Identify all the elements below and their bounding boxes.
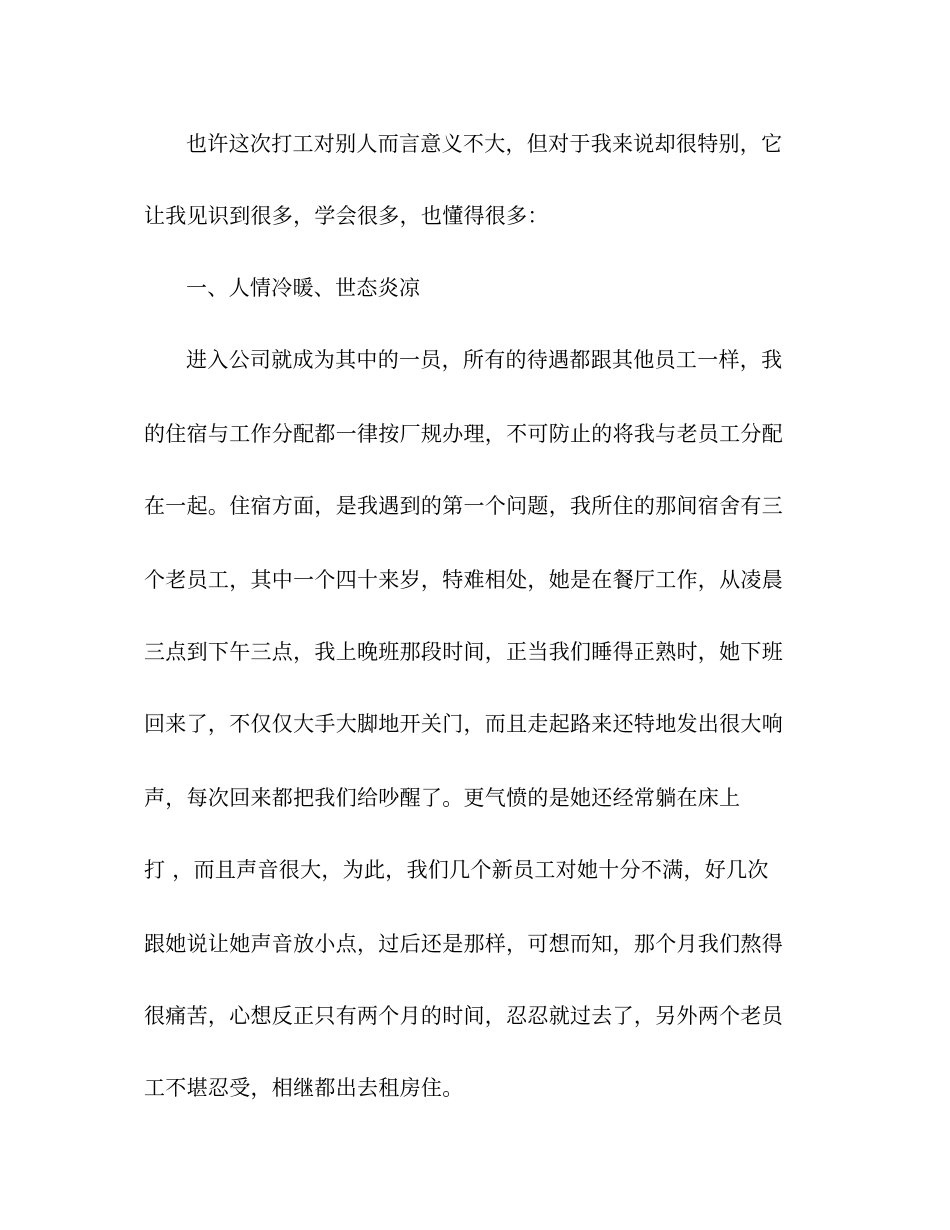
paragraph-2-line-1: 进入公司就成为其中的一员，所有的待遇都跟其他员工一样，我 bbox=[186, 348, 783, 372]
paragraph-2-line-11: 工不堪忍受，相继都出去租房住。 bbox=[144, 1076, 464, 1100]
paragraph-2-line-8: 打 ，而且声音很大，为此，我们几个新员工对她十分不满，好几次 bbox=[144, 858, 769, 882]
paragraph-2-line-4: 个老员工，其中一个四十来岁，特难相处，她是在餐厅工作，从凌晨 bbox=[144, 568, 783, 592]
paragraph-2-line-2: 的住宿与工作分配都一律按厂规办理，不可防止的将我与老员工分配 bbox=[144, 422, 783, 446]
paragraph-1-line-2: 让我见识到很多，学会很多，也懂得很多： bbox=[144, 204, 549, 228]
paragraph-1-line-1: 也许这次打工对别人而言意义不大，但对于我来说却很特别，它 bbox=[186, 132, 783, 156]
paragraph-2-line-6: 回来了，不仅仅大手大脚地开关门，而且走起路来还特地发出很大响 bbox=[144, 712, 783, 736]
paragraph-2-line-10: 很痛苦，心想反正只有两个月的时间，忍忍就过去了，另外两个老员 bbox=[144, 1004, 783, 1028]
paragraph-2-line-5: 三点到下午三点，我上晚班那段时间，正当我们睡得正熟时，她下班 bbox=[144, 640, 783, 664]
paragraph-2-line-7: 声，每次回来都把我们给吵醒了。更气愤的是她还经常躺在床上 bbox=[144, 786, 741, 810]
section-heading: 一、人情冷暖、世态炎凉 bbox=[186, 276, 421, 300]
paragraph-2-line-9: 跟她说让她声音放小点，过后还是那样，可想而知，那个月我们熬得 bbox=[144, 932, 783, 956]
paragraph-2-line-3: 在一起。住宿方面，是我遇到的第一个问题，我所住的那间宿舍有三 bbox=[144, 494, 783, 518]
